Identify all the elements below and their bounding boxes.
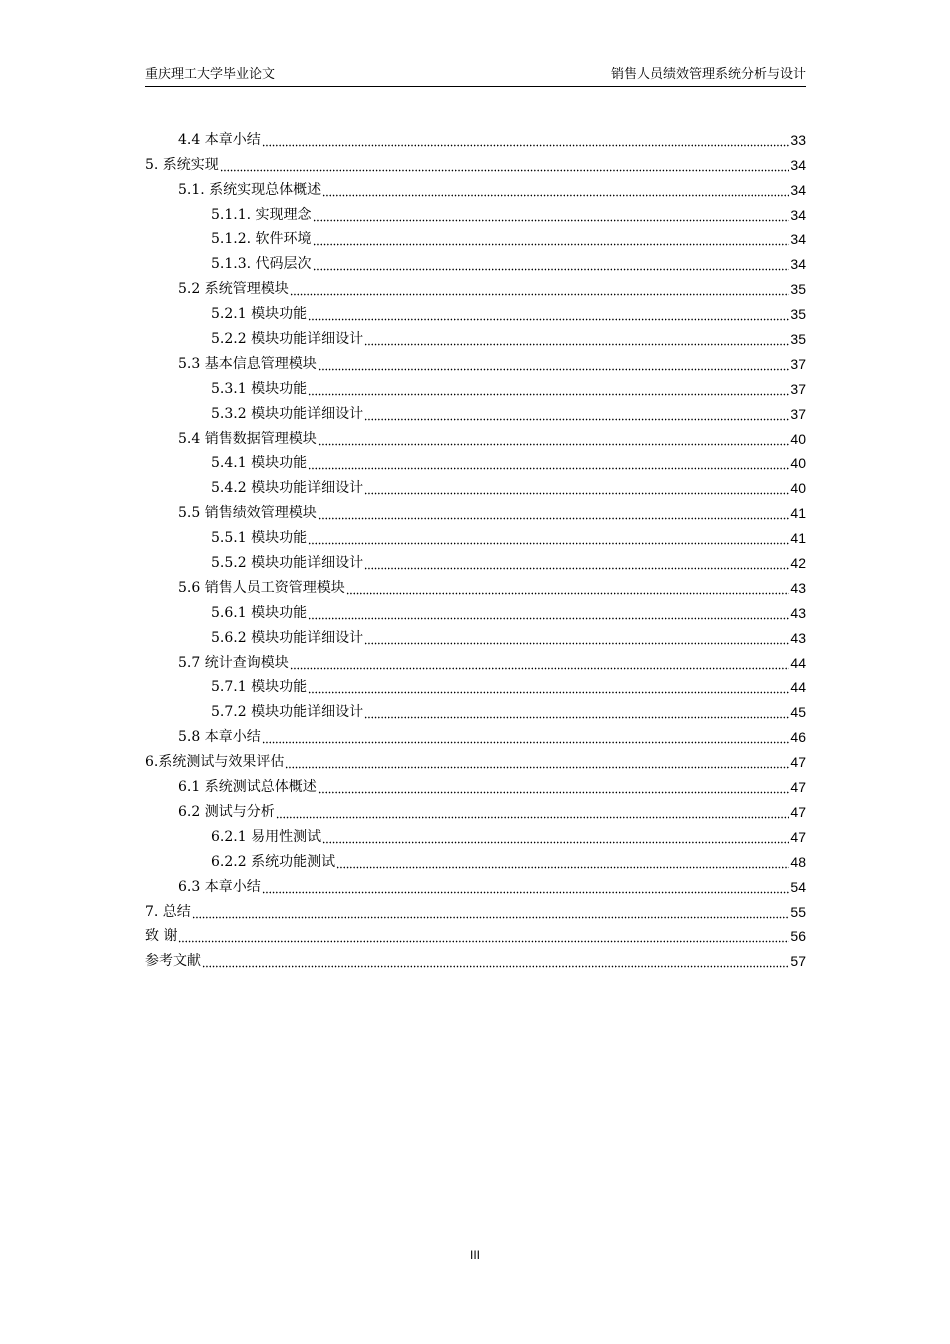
toc-entry-title: 5.5 销售绩效管理模块 [178, 505, 317, 522]
toc-dot-leader [336, 855, 789, 869]
toc-entry[interactable] [145, 350, 806, 375]
toc-entry[interactable] [145, 674, 806, 699]
toc-dot-leader [318, 506, 790, 520]
toc-entry-page-number: 44 [790, 654, 806, 671]
toc-entry[interactable] [145, 748, 806, 773]
toc-entry[interactable] [145, 723, 806, 748]
toc-entry-page-number: 33 [790, 131, 806, 148]
toc-entry-page-number: 40 [790, 430, 806, 447]
toc-dot-leader [313, 257, 790, 271]
toc-entry-title: 5.7.2 模块功能详细设计 [211, 704, 364, 721]
toc-entry[interactable] [145, 375, 806, 400]
toc-entry[interactable] [145, 848, 806, 873]
toc-entry[interactable] [145, 698, 806, 723]
toc-entry[interactable] [145, 126, 806, 151]
toc-dot-leader [364, 407, 789, 421]
toc-entry-title: 6.2 测试与分析 [178, 803, 275, 820]
toc-entry-page-number: 35 [790, 331, 806, 348]
toc-entry[interactable] [145, 898, 806, 923]
toc-entry[interactable] [145, 499, 806, 524]
toc-entry-page-number: 47 [790, 828, 806, 845]
toc-dot-leader [276, 805, 790, 819]
toc-entry[interactable] [145, 250, 806, 275]
toc-entry-title: 5.3 基本信息管理模块 [178, 355, 317, 372]
toc-entry-page-number: 45 [790, 704, 806, 721]
toc-dot-leader [364, 705, 789, 719]
toc-dot-leader [308, 307, 789, 321]
toc-entry-title: 5.4 销售数据管理模块 [178, 430, 317, 447]
toc-dot-leader [308, 382, 789, 396]
toc-entry[interactable] [145, 624, 806, 649]
header-right-title: 销售人员绩效管理系统分析与设计 [610, 67, 806, 82]
toc-dot-leader [308, 680, 789, 694]
toc-dot-leader [308, 456, 789, 470]
toc-entry[interactable] [145, 226, 806, 251]
toc-entry-page-number: 47 [790, 779, 806, 796]
toc-entry-title: 5.1.1. 实现理念 [211, 206, 312, 223]
toc-dot-leader [364, 332, 789, 346]
toc-entry-title: 6.1 系统测试总体概述 [178, 779, 317, 796]
toc-entry-title: 参考文献 [145, 953, 201, 970]
toc-entry-title: 6.系统测试与效果评估 [145, 754, 285, 771]
toc-entry-page-number: 43 [790, 579, 806, 596]
toc-entry-title: 5.6 销售人员工资管理模块 [178, 579, 345, 596]
toc-entry-title: 5.1.2. 软件环境 [211, 231, 312, 248]
toc-dot-leader [322, 830, 789, 844]
toc-entry[interactable] [145, 649, 806, 674]
toc-dot-leader [308, 531, 789, 545]
toc-entry-title: 5.2.1 模块功能 [211, 306, 308, 323]
toc-entry-page-number: 40 [790, 480, 806, 497]
toc-entry[interactable] [145, 300, 806, 325]
toc-entry-page-number: 48 [790, 853, 806, 870]
toc-entry-title: 6.3 本章小结 [178, 878, 261, 895]
toc-dot-leader [290, 282, 790, 296]
toc-entry[interactable] [145, 823, 806, 848]
toc-dot-leader [318, 780, 790, 794]
toc-entry-page-number: 41 [790, 505, 806, 522]
toc-entry-page-number: 34 [790, 231, 806, 248]
toc-dot-leader [178, 929, 789, 943]
toc-entry[interactable] [145, 773, 806, 798]
toc-entry-title: 5.8 本章小结 [178, 729, 261, 746]
toc-entry-page-number: 43 [790, 629, 806, 646]
toc-dot-leader [346, 581, 790, 595]
toc-entry-title: 5.4.1 模块功能 [211, 455, 308, 472]
toc-entry-title: 5.3.2 模块功能详细设计 [211, 405, 364, 422]
toc-entry-page-number: 43 [790, 604, 806, 621]
toc-entry-page-number: 57 [790, 953, 806, 970]
toc-dot-leader [262, 133, 790, 147]
toc-dot-leader [192, 905, 790, 919]
toc-entry-title: 4.4 本章小结 [178, 131, 261, 148]
toc-entry[interactable] [145, 947, 806, 972]
toc-entry-page-number: 54 [790, 878, 806, 895]
table-of-contents [145, 126, 806, 972]
page-header [145, 66, 806, 87]
toc-entry[interactable] [145, 798, 806, 823]
toc-entry-page-number: 42 [790, 555, 806, 572]
toc-entry[interactable] [145, 176, 806, 201]
toc-entry[interactable] [145, 151, 806, 176]
toc-entry-page-number: 35 [790, 306, 806, 323]
toc-dot-leader [262, 880, 790, 894]
toc-entry-title: 6.2.2 系统功能测试 [211, 853, 336, 870]
toc-entry-title: 5.5.1 模块功能 [211, 530, 308, 547]
toc-entry-page-number: 34 [790, 206, 806, 223]
toc-dot-leader [322, 183, 789, 197]
toc-entry-page-number: 56 [790, 928, 806, 945]
toc-entry-page-number: 37 [790, 355, 806, 372]
toc-entry[interactable] [145, 275, 806, 300]
toc-entry[interactable] [145, 425, 806, 450]
toc-dot-leader [364, 481, 789, 495]
toc-entry-title: 5.6.2 模块功能详细设计 [211, 629, 364, 646]
toc-entry[interactable] [145, 325, 806, 350]
toc-entry-title: 6.2.1 易用性测试 [211, 828, 322, 845]
toc-dot-leader [220, 158, 790, 172]
toc-entry-title: 致 谢 [145, 928, 178, 945]
toc-entry-page-number: 37 [790, 405, 806, 422]
toc-entry-page-number: 44 [790, 679, 806, 696]
toc-entry[interactable] [145, 549, 806, 574]
toc-entry-page-number: 34 [790, 256, 806, 273]
toc-entry-title: 5. 系统实现 [145, 156, 219, 173]
toc-dot-leader [285, 755, 789, 769]
toc-entry-page-number: 34 [790, 156, 806, 173]
toc-entry[interactable] [145, 873, 806, 898]
toc-entry[interactable] [145, 201, 806, 226]
toc-dot-leader [262, 730, 790, 744]
toc-dot-leader [290, 656, 790, 670]
toc-dot-leader [364, 631, 789, 645]
toc-entry[interactable] [145, 923, 806, 948]
toc-entry-page-number: 40 [790, 455, 806, 472]
toc-entry[interactable] [145, 474, 806, 499]
toc-dot-leader [313, 208, 790, 222]
toc-entry-page-number: 37 [790, 380, 806, 397]
toc-entry-page-number: 47 [790, 754, 806, 771]
toc-dot-leader [202, 954, 789, 968]
toc-entry-title: 5.6.1 模块功能 [211, 604, 308, 621]
toc-dot-leader [308, 606, 789, 620]
toc-entry-page-number: 55 [790, 903, 806, 920]
toc-entry-title: 5.1. 系统实现总体概述 [178, 181, 322, 198]
toc-entry-page-number: 47 [790, 803, 806, 820]
toc-entry-page-number: 41 [790, 530, 806, 547]
toc-entry[interactable] [145, 574, 806, 599]
toc-entry-title: 5.2 系统管理模块 [178, 281, 289, 298]
toc-entry[interactable] [145, 599, 806, 624]
header-left-title: 重庆理工大学毕业论文 [145, 67, 276, 82]
toc-entry-title: 7. 总结 [145, 903, 191, 920]
toc-dot-leader [313, 232, 790, 246]
toc-entry-title: 5.7.1 模块功能 [211, 679, 308, 696]
toc-entry-title: 5.3.1 模块功能 [211, 380, 308, 397]
toc-dot-leader [318, 357, 790, 371]
toc-entry-title: 5.7 统计查询模块 [178, 654, 289, 671]
toc-entry-title: 5.2.2 模块功能详细设计 [211, 331, 364, 348]
toc-entry-title: 5.5.2 模块功能详细设计 [211, 555, 364, 572]
page-number: III [469, 1248, 480, 1262]
toc-entry-title: 5.1.3. 代码层次 [211, 256, 312, 273]
toc-dot-leader [364, 556, 789, 570]
toc-entry[interactable] [145, 400, 806, 425]
toc-entry-title: 5.4.2 模块功能详细设计 [211, 480, 364, 497]
toc-entry[interactable] [145, 450, 806, 475]
toc-entry-page-number: 35 [790, 281, 806, 298]
toc-entry[interactable] [145, 524, 806, 549]
toc-entry-page-number: 46 [790, 729, 806, 746]
toc-entry-page-number: 34 [790, 181, 806, 198]
toc-dot-leader [318, 432, 790, 446]
